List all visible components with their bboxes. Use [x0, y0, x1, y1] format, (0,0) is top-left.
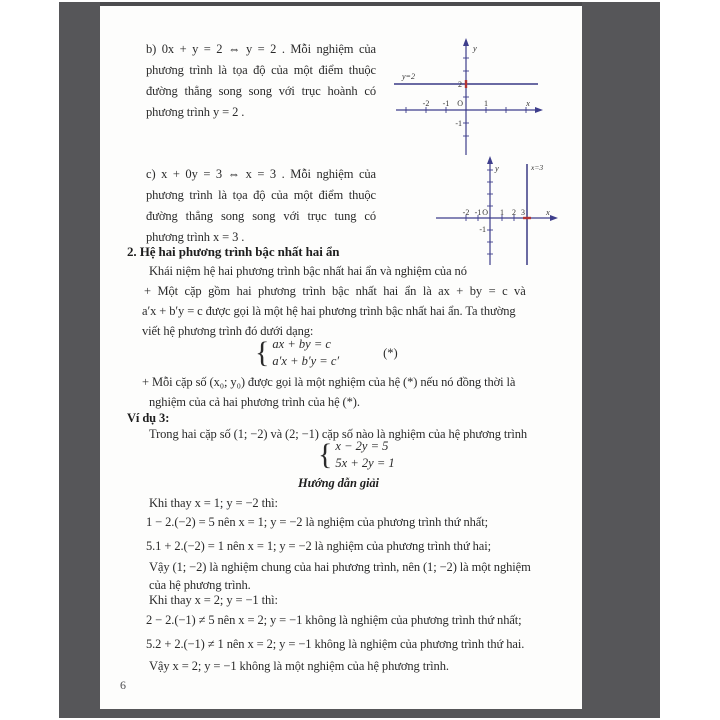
g2-tick-negy1: -1	[479, 225, 486, 234]
system-row1: ax + by = c	[272, 337, 331, 351]
g2-tick-2: 2	[512, 208, 516, 217]
system-star-tag: (*)	[383, 345, 398, 360]
system-example	[318, 438, 395, 472]
solution-step-1: Khi thay x = 1; y = −2 thì:	[149, 496, 278, 510]
system-example-brace: {	[318, 438, 333, 471]
background-mat-bottom	[59, 709, 660, 718]
g2-tick-neg1: -1	[474, 208, 482, 217]
g1-tick-negy1: -1	[455, 119, 462, 128]
solution-step-5: của hệ phương trình.	[149, 578, 251, 592]
example-statement: Trong hai cặp số (1; −2) và (2; −1) cặp số nào là nghiệm của hệ phương trình	[149, 427, 528, 441]
text-line-pair5: nghiệm của cả hai phương trình của hệ (*).	[149, 395, 360, 409]
g1-tick-neg1: -1	[442, 99, 450, 108]
g2-x-axis-label: x	[546, 207, 550, 217]
document-page	[100, 6, 582, 709]
paragraph-b: b) 0x + y = 2 ⇔ y = 2 . Mỗi nghiệm của phương trình là tọa độ của một điểm thuộc đường thẳng song song với trục hoành có phương trình y = 2 .	[146, 42, 376, 119]
section-heading: 2. Hệ hai phương trình bậc nhất hai ẩn	[127, 244, 340, 259]
solution-step-7: 2 − 2.(−1) ≠ 5 nên x = 2; y = −1 không là nghiệm của phương trình thứ nhất;	[146, 613, 522, 627]
g2-origin-label: O	[482, 208, 488, 217]
system-example-row2: 5x + 2y = 1	[335, 456, 395, 470]
solution-step-6: Khi thay x = 2; y = −1 thì:	[149, 593, 278, 607]
g1-x-arrow-icon	[535, 107, 543, 113]
g2-x-arrow-icon	[550, 215, 558, 221]
paragraph-c: c) x + 0y = 3 ⇔ x = 3 . Mỗi nghiệm của phương trình là tọa độ của một điểm thuộc đường thẳng song song với trục tung có phương trình x = 3 .	[146, 167, 376, 244]
background-mat-right	[582, 2, 660, 710]
system-example-row1: x − 2y = 5	[335, 439, 389, 453]
solution-step-4: Vậy (1; −2) là nghiệm chung của hai phương trình, nên (1; −2) là một nghiệm	[149, 560, 531, 574]
g2-y-axis-label: y	[495, 163, 499, 173]
g1-y-axis-label: y	[473, 43, 477, 53]
g2-tick-neg2: -2	[462, 208, 470, 217]
g1-line-label: y=2	[402, 72, 415, 81]
solution-step-3: 5.1 + 2.(−2) = 1 nên x = 1; y = −2 là nghiệm của phương trình thứ hai;	[146, 539, 491, 553]
solution-step-9: Vậy x = 2; y = −1 không là một nghiệm của hệ phương trình.	[149, 659, 449, 673]
g1-tick-2: 2	[458, 80, 462, 89]
graph-y-equals-2	[392, 36, 582, 169]
graph2-canvas	[433, 153, 568, 271]
text-line-pair4: + Mỗi cặp số (x₀; y₀) được gọi là một nghiệm của hệ (*) nếu nó đồng thời là	[142, 375, 516, 389]
g2-tick-1: 1	[500, 208, 504, 217]
system-general-form	[255, 336, 398, 370]
text-line-pair1: + Một cặp gồm hai phương trình bậc nhất hai ẩn là ax + by = c và	[144, 284, 526, 298]
solution-step-2: 1 − 2.(−2) = 5 nên x = 1; y = −2 là nghiệm của phương trình thứ nhất;	[146, 515, 488, 529]
graph-x-equals-3	[433, 153, 568, 276]
g1-tick-neg2: -2	[422, 99, 430, 108]
g1-tick-1: 1	[484, 99, 488, 108]
example-heading: Ví dụ 3:	[127, 411, 170, 425]
g2-y-arrow-icon	[487, 156, 493, 164]
g1-y-arrow-icon	[463, 38, 469, 46]
page-number: 6	[120, 678, 126, 692]
system-brace: {	[255, 336, 270, 369]
solution-step-8: 5.2 + 2.(−1) ≠ 1 nên x = 2; y = −1 không là nghiệm của phương trình thứ hai.	[146, 637, 525, 651]
g2-tick-3: 3	[521, 208, 525, 217]
g1-x-axis-label: x	[526, 98, 530, 108]
text-line-pair3: viết hệ phương trình đó dưới dạng:	[142, 324, 314, 338]
text-line-concept: Khái niệm hệ hai phương trình bậc nhất hai ẩn và nghiệm của nó	[149, 264, 467, 278]
background-mat-left	[59, 2, 100, 710]
system-row2: a′x + b′y = c′	[272, 354, 340, 368]
g2-line-label: x=3	[531, 163, 544, 172]
g1-origin-label: O	[457, 99, 463, 108]
solution-heading: Hướng dẫn giải	[298, 476, 379, 490]
graph1-canvas	[392, 36, 582, 164]
text-line-pair2: a′x + b′y = c được gọi là một hệ hai phương trình bậc nhất hai ẩn. Ta thường	[142, 304, 516, 318]
